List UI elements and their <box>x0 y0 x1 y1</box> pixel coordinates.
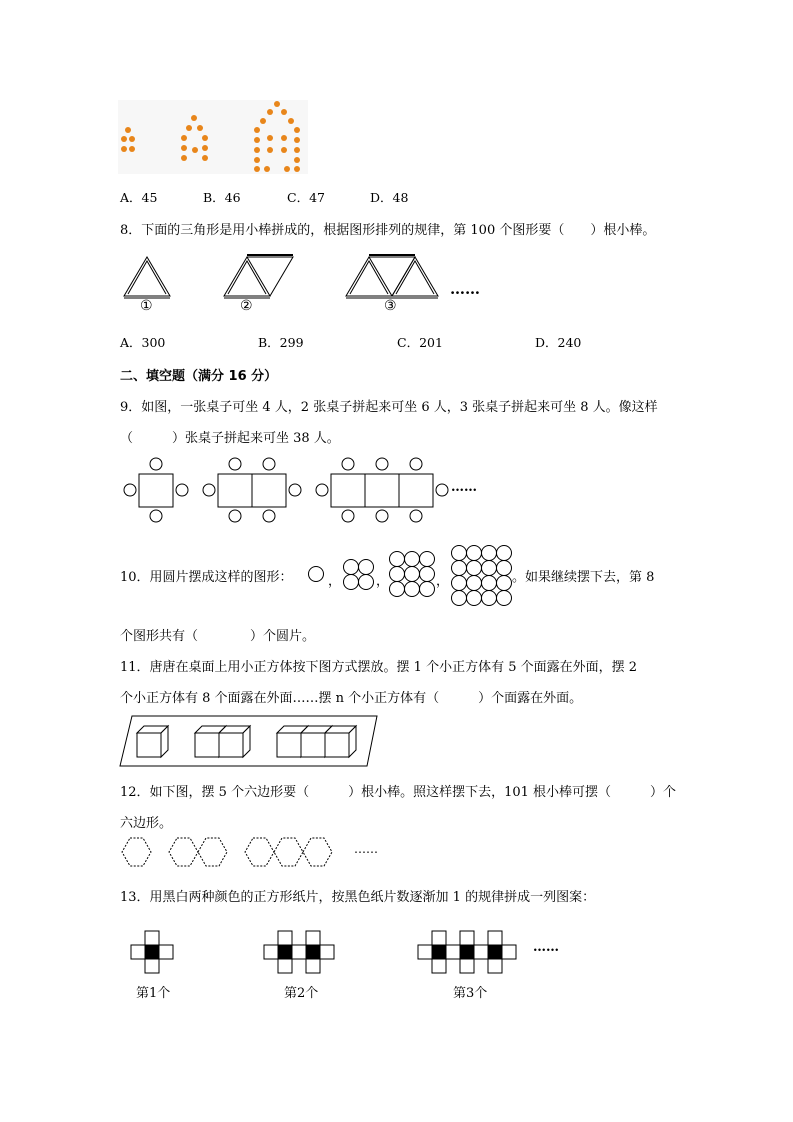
q13-white-square <box>306 959 320 973</box>
q13-white-square <box>432 931 446 945</box>
q10-separator-2: ， <box>376 574 390 589</box>
q13-black-square <box>488 945 502 959</box>
q10-suffix: 。如果继续摆下去，第 8 <box>512 570 655 585</box>
q8-ellipsis: …… <box>450 280 480 298</box>
q13-label-3: 第3个 <box>453 986 488 1001</box>
q13-white-square <box>320 945 334 959</box>
q13-white-square <box>292 945 306 959</box>
q13-label-2: 第2个 <box>284 986 319 1001</box>
q7-option-b[interactable]: B．46 <box>203 190 241 205</box>
q7-option-a[interactable]: A．45 <box>120 190 158 205</box>
q13-white-square <box>474 945 488 959</box>
q10-separator-3: ， <box>436 574 450 589</box>
q8-option-b[interactable]: B．299 <box>258 335 304 350</box>
q13-white-square <box>306 931 320 945</box>
q13-white-square <box>145 959 159 973</box>
q9-line-1: 9．如图，一张桌子可坐 4 人，2 张桌子拼起来可坐 6 人，3 张桌子拼起来可坐 8 人。像这样 <box>120 400 658 415</box>
q13-white-square <box>460 931 474 945</box>
q8-figure-label-2: ② <box>240 298 253 314</box>
q13-ellipsis: …… <box>533 940 559 955</box>
q13-white-square <box>159 945 173 959</box>
q13-white-square <box>278 959 292 973</box>
q13-white-square <box>278 931 292 945</box>
q9-line-2: （ ）张桌子拼起来可坐 38 人。 <box>120 431 340 446</box>
q13-white-square <box>418 945 432 959</box>
q12-ellipsis: …… <box>354 842 378 856</box>
q7-option-d[interactable]: D．48 <box>370 190 409 205</box>
q13-question: 13．用黑白两种颜色的正方形纸片，按黑色纸片数逐渐加 1 的规律拼成一列图案： <box>120 890 596 905</box>
q12-line-1: 12．如下图，摆 5 个六边形要（ ）根小棒。照这样摆下去，101 根小棒可摆（ ）个 <box>120 785 677 800</box>
q13-white-square <box>131 945 145 959</box>
q8-option-c[interactable]: C．201 <box>397 335 443 350</box>
section-title: 二、填空题（满分 16 分） <box>120 369 278 384</box>
q13-black-square <box>278 945 292 959</box>
q8-figure-label-3: ③ <box>384 298 397 314</box>
q13-black-square <box>306 945 320 959</box>
q13-white-square <box>432 959 446 973</box>
q8-option-d[interactable]: D．240 <box>535 335 582 350</box>
q7-option-c[interactable]: C．47 <box>287 190 325 205</box>
q10-prefix: 10．用圆片摆成这样的图形： <box>120 570 293 585</box>
q8-figure-label-1: ① <box>140 298 153 314</box>
q13-white-square <box>488 959 502 973</box>
q8-option-a[interactable]: A．300 <box>120 335 166 350</box>
q13-white-square <box>460 959 474 973</box>
q13-label-1: 第1个 <box>136 986 171 1001</box>
q13-white-square <box>502 945 516 959</box>
q13-white-square <box>145 931 159 945</box>
q13-white-square <box>488 931 502 945</box>
q9-ellipsis: …… <box>451 480 477 495</box>
q13-white-square <box>446 945 460 959</box>
q10-separator-1: ， <box>328 574 342 589</box>
q13-black-square <box>145 945 159 959</box>
q13-black-square <box>460 945 474 959</box>
q8-question: 8．下面的三角形是用小棒拼成的，根据图形排列的规律，第 100 个图形要（ ）根小棒。 <box>120 223 656 238</box>
q11-line-2: 个小正方体有 8 个面露在外面……摆 n 个小正方体有（ ）个面露在外面。 <box>120 691 583 706</box>
q13-white-square <box>264 945 278 959</box>
q13-black-square <box>432 945 446 959</box>
q10-line-2: 个图形共有（ ）个圆片。 <box>120 629 316 644</box>
q12-line-2: 六边形。 <box>120 816 173 831</box>
q11-line-1: 11．唐唐在桌面上用小正方体按下图方式摆放。摆 1 个小正方体有 5 个面露在外面，摆 2 <box>120 660 638 675</box>
